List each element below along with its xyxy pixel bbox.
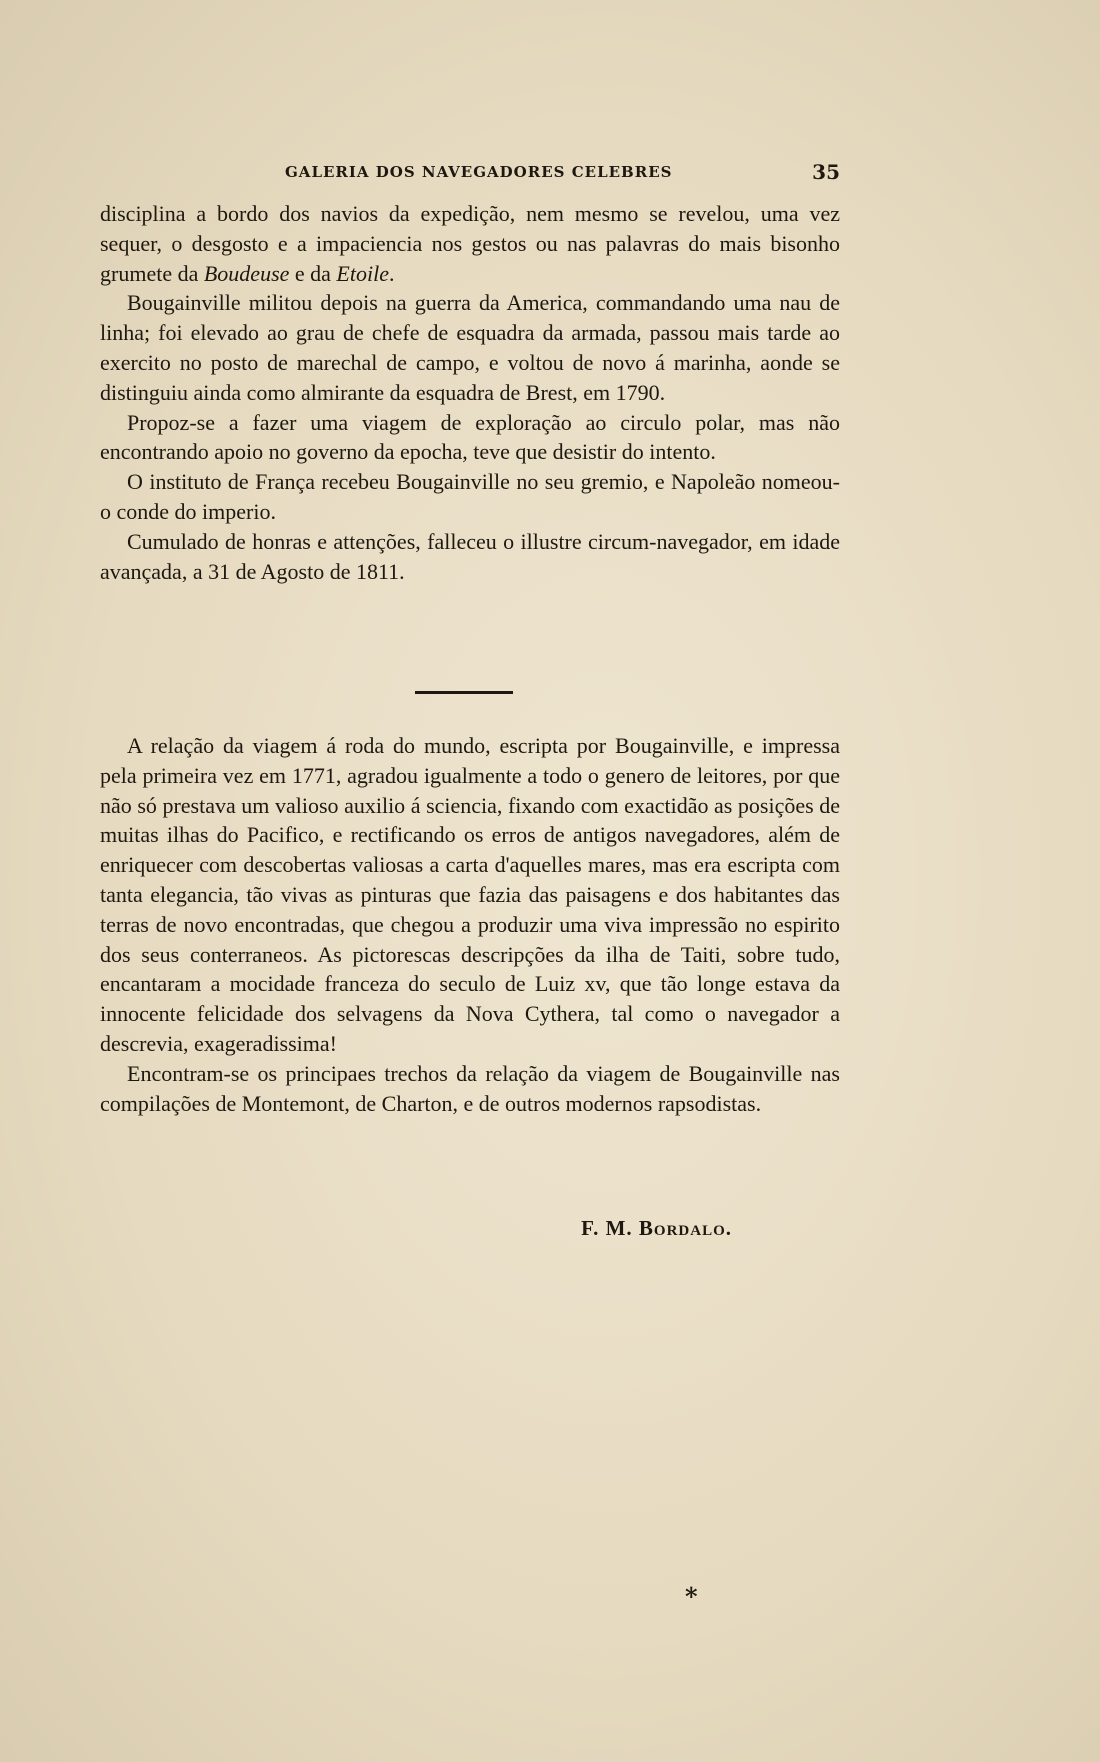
printer-ornament: * [685, 1582, 698, 1611]
paragraph-institute: O instituto de França recebeu Bougainville no seu gremio, e Napoleão nomeou-o conde do imperio. [100, 469, 840, 524]
paragraph-death: Cumulado de honras e attenções, falleceu o illustre circum-navegador, em idade avançada, a 31 de Agosto de 1811. [100, 528, 840, 584]
ship-name-boudeuse: Boudeuse [203, 260, 290, 286]
ship-name-etoile: Etoile [336, 260, 389, 286]
paragraph-voyage-relation: A relação da viagem á roda do mundo, escripta por Bougainville, e impressa pela primeira vez em 1771, agradou igualmente a todo o genero de leitores, por que não só prestava um valioso auxilio á sciencia, fixando com exactidão as posições de muitas ilhas do Pacifico, e rectificando os erros de antigos navegadores, além de enriquecer com descobertas valiosas a carta d'aquelles mares, mas era escripta com tanta elegancia, tão vivas as pinturas que fazia das paisagens e dos habitantes das terras de novo encontradas, que chegou a produzir uma viva impressão no espirito dos seus conterraneos. As pictorescas descripções da ilha de Taiti, sobre tudo, encantaram a mocidade franceza do seculo de Luiz xv, que tão longe estava da innocente felicidade dos selvagens da Nova Cythera, tal como o navegador a descrevia, exageradissima! [100, 733, 840, 1056]
section-divider [415, 691, 513, 694]
author-signature: F. M. Bordalo. [581, 1216, 732, 1240]
text-block-biography [100, 199, 840, 586]
paragraph-polar-expedition: Propoz-se a fazer uma viagem de exploração ao circulo polar, mas não encontrando apoio no governo da epocha, teve que desistir do intento. [100, 409, 840, 465]
paragraph-text: disciplina a bordo dos navios da expedição, nem mesmo se revelou, uma vez sequer, o desgosto e a impaciencia nos gestos ou nas palavras do mais bisonho grumete da [100, 201, 840, 286]
paragraph-discipline [100, 199, 840, 288]
page-header [100, 160, 840, 184]
text-block-voyage-account [100, 731, 840, 1118]
paragraph-military-career: Bougainville militou depois na guerra da America, commandando uma nau de linha; foi elevado ao grau de chefe de esquadra da armada, passou mais tarde ao exercito no posto de marechal de campo, e voltou de novo á marinha, aonde se distinguiu ainda como almirante da esquadra de Brest, em 1790. [100, 290, 840, 405]
page-number: 35 [812, 160, 840, 184]
paragraph-text: . [388, 260, 395, 286]
paragraph-text: e da [289, 260, 337, 286]
running-head: GALERIA DOS NAVEGADORES CELEBRES [285, 163, 673, 181]
paragraph-compilations: Encontram-se os principaes trechos da relação da viagem de Bougainville nas compilações de Montemont, de Charton, e de outros modernos rapsodistas. [100, 1060, 840, 1116]
